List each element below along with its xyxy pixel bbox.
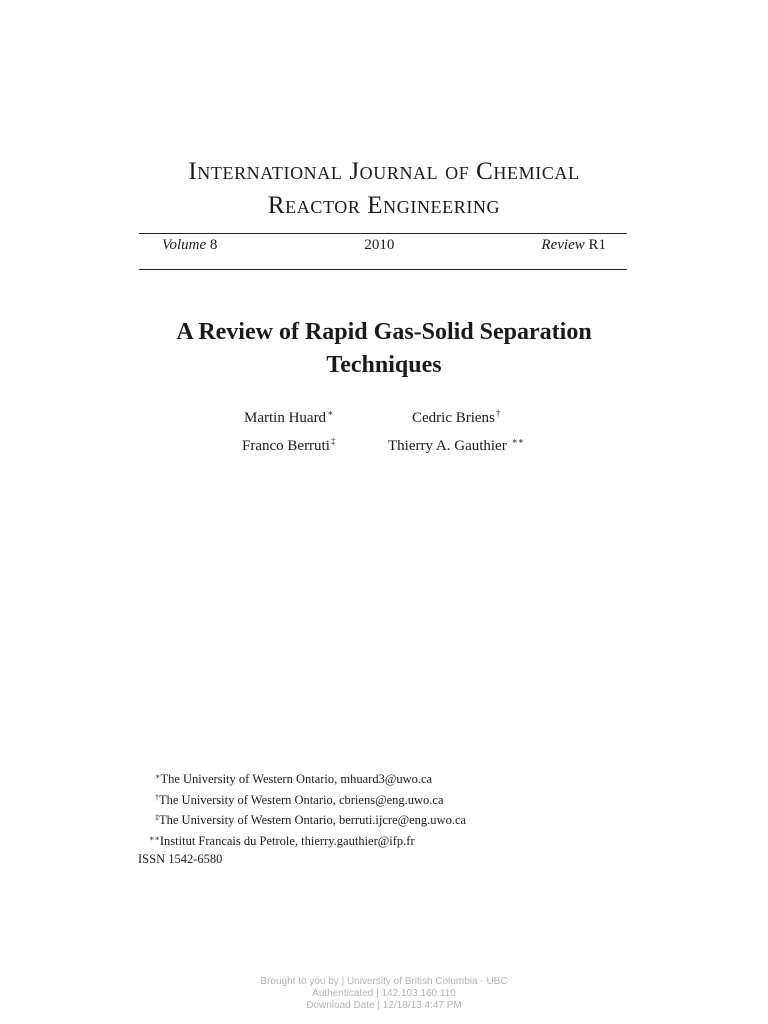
footnote xyxy=(138,768,466,789)
footnote xyxy=(138,789,466,810)
paper-title-line2: Techniques xyxy=(326,352,442,378)
article-id: R1 xyxy=(588,237,606,253)
footnote xyxy=(138,809,466,830)
journal-title-line2: Reactor Engineering xyxy=(267,192,501,219)
author-name: Franco Berruti xyxy=(242,438,330,454)
author-franco-berruti xyxy=(242,436,335,455)
issn: ISSN 1542-6580 xyxy=(138,852,223,866)
author-cedric-briens xyxy=(412,408,500,427)
watermark-line2: Authenticated | 142.103.160.110 xyxy=(312,988,456,999)
footnote-mark: ‡ xyxy=(155,813,159,822)
journal-title xyxy=(0,155,768,223)
article-type: Review xyxy=(541,237,585,253)
bottom-rule xyxy=(139,269,627,270)
author-name: Martin Huard xyxy=(244,410,327,426)
footnote-text: The University of Western Ontario, mhuard3@uwo.ca xyxy=(160,772,433,786)
volume xyxy=(162,237,217,254)
footnote-mark: ∗ xyxy=(155,772,161,781)
footnote-text: Institut Francais du Petrole, thierry.gauthier@ifp.fr xyxy=(159,833,415,848)
author-mark: ‡ xyxy=(330,436,336,446)
footnote-text: The University of Western Ontario, cbriens@eng.uwo.ca xyxy=(159,792,444,807)
footnote xyxy=(138,830,466,851)
affiliation-footnotes xyxy=(138,768,466,869)
volume-label: Volume xyxy=(162,237,207,253)
year: 2010 xyxy=(364,237,395,253)
author-mark: ∗∗ xyxy=(511,436,524,446)
top-rule xyxy=(139,233,627,234)
author-thierry-gauthier xyxy=(388,436,524,455)
watermark-line3: Download Date | 12/18/13 4:47 PM xyxy=(306,1000,462,1011)
article-number xyxy=(541,237,606,254)
volume-number: 8 xyxy=(209,237,218,253)
footnote-text: The University of Western Ontario, berruti.ijcre@eng.uwo.ca xyxy=(159,813,467,827)
paper-title-line1: A Review of Rapid Gas-Solid Separation xyxy=(176,319,592,345)
journal-title-line1: International Journal of Chemical xyxy=(188,158,580,185)
download-watermark xyxy=(0,976,768,1012)
paper-title xyxy=(0,316,768,382)
footnote-mark: † xyxy=(155,792,159,802)
issue-info xyxy=(162,237,606,254)
author-martin-huard xyxy=(244,408,333,427)
author-mark: ∗ xyxy=(327,408,334,418)
author-name: Cedric Briens xyxy=(412,410,495,426)
author-name: Thierry A. Gauthier xyxy=(388,438,507,454)
watermark-line1: Brought to you by | University of British Columbia - UBC xyxy=(260,976,508,987)
author-mark: † xyxy=(495,408,501,418)
footnote-mark: ∗∗ xyxy=(149,833,160,843)
